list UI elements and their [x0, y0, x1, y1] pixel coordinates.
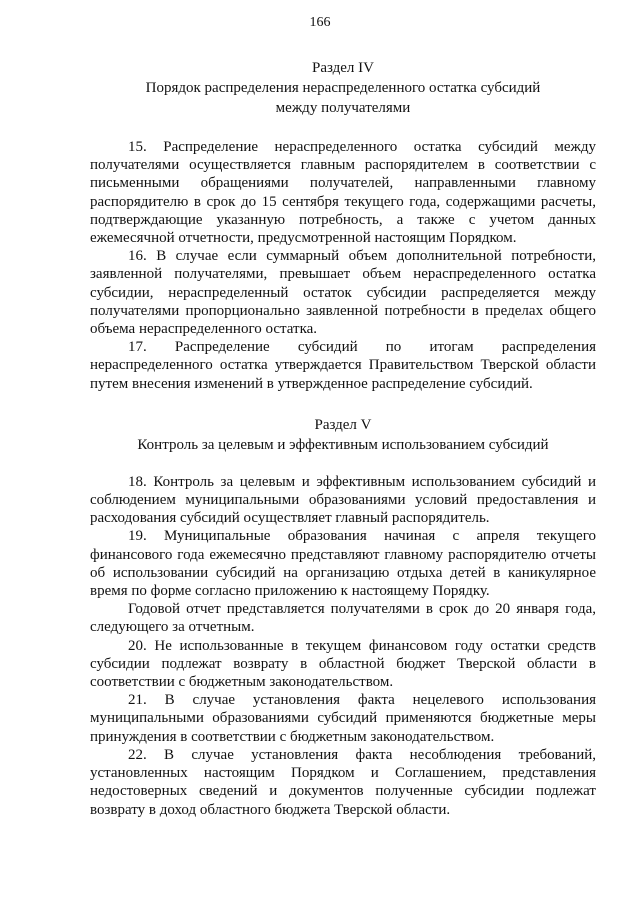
section-5-heading — [90, 415, 596, 455]
paragraph-annual-report: Годовой отчет представляется получателями в срок до 20 января года, следующего за отчетным. — [90, 601, 596, 636]
paragraph-20: 20. Не использованные в текущем финансовом году остатки средств субсидии подлежат возврату в областной бюджет Тверской области в соответствии с бюджетным законодательством. — [90, 637, 596, 691]
paragraph-17: 17. Распределение субсидий по итогам распределения нераспределенного остатка утверждается Правительством Тверской области путем внесения изменений в утвержденное распределение субсидий. — [90, 339, 596, 392]
section-5-title: Контроль за целевым и эффективным использованием субсидий — [137, 436, 549, 453]
section-4-title-line-1: Порядок распределения нераспределенного остатка субсидий — [145, 80, 541, 96]
paragraph-22: 22. В случае установления факта несоблюдения требований, установленных настоящим Порядком и Соглашением, представления недостоверных сведений и документов полученные субсидии подлежат возврату в доход областного бюджета Тверской области. — [90, 746, 596, 818]
section-4-number: Раздел IV — [311, 60, 374, 76]
paragraph-18: 18. Контроль за целевым и эффективным использованием субсидий и соблюдением муниципальными образованиями условий предоставления и расходования субсидий осуществляет главный распорядитель. — [90, 473, 596, 527]
section-4-heading — [90, 58, 596, 118]
document-body — [90, 58, 596, 819]
section-4-title-line-2: между получателями — [275, 100, 411, 116]
paragraph-21: 21. В случае установления факта нецелевого использования муниципальными образованиями субсидий применяются бюджетные меры принуждения в соответствии с бюджетным законодательством. — [90, 692, 596, 745]
paragraph-16: 16. В случае если суммарный объем дополнительной потребности, заявленной получателями, превышает объем нераспределенного остатка субсидии, нераспределенный остаток субсидии распределяется между получателями пропорционально заявленной потребности в пределах общего объема нераспределенного остатка. — [90, 248, 596, 338]
page-number: 166 — [309, 15, 331, 30]
paragraph-15: 15. Распределение нераспределенного остатка субсидий между получателями осуществляется главным распорядителем в соответствии с письменными обращениями получателей, направленными главному распорядителю в срок до 15 сентября текущего года, содержащими расчеты, подтверждающие указанную потребность, а также с учетом данных ежемесячной отчетности, предусмотренной настоящим Порядком. — [90, 139, 596, 247]
paragraph-19: 19. Муниципальные образования начиная с апреля текущего финансового года ежемесячно представляют главному распорядителю отчеты об использовании субсидий на организацию отдыха детей в каникулярное время по форме согласно приложению к настоящему Порядку. — [90, 528, 596, 600]
section-5-number: Раздел V — [314, 416, 372, 433]
